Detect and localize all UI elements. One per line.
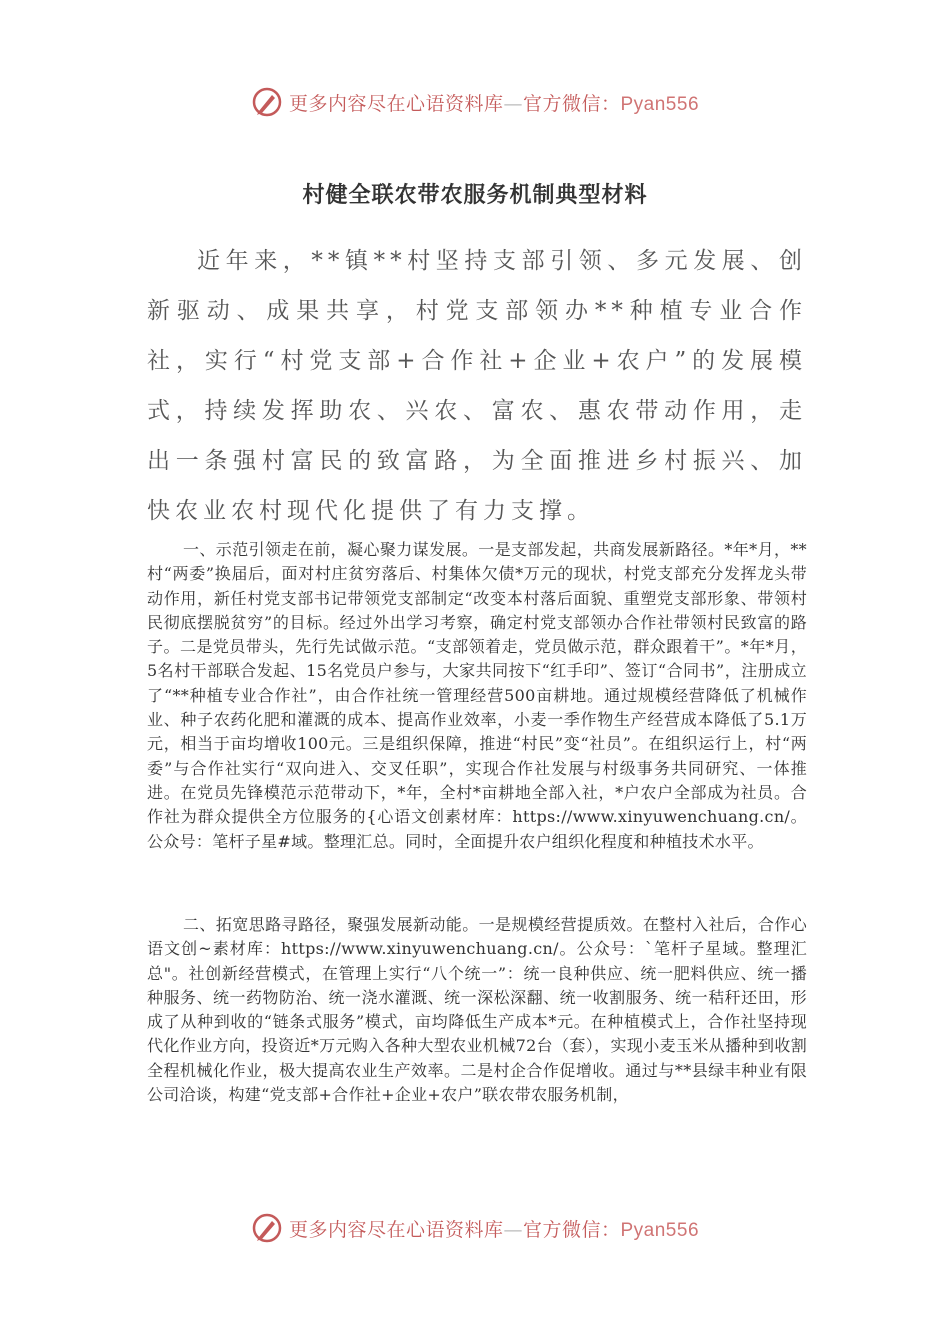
pen-logo-icon bbox=[251, 1212, 283, 1244]
banner-separator: — bbox=[503, 92, 523, 115]
pen-logo-icon bbox=[251, 86, 283, 118]
body-paragraph-2: 二、拓宽思路寻路径，聚强发展新动能。一是规模经营提质效。在整村入社后，合作心语文创~素材库：https://www.xinyuwenchuang.cn/。公众号：`笔杆子星域。整理汇总"。社创新经营模式，在管理上实行“八个统一”：统一良种供应、统一肥料供应、统一播种服务、统一药物防治、统一浇水灌溉、统一深松深翻、统一收割服务、统一秸秆还田，形成了从种到收的“链条式服务”模式，亩均降低生产成本*元。在种植模式上，合作社坚持现代化作业方向，投资近*万元购入各种大型农业机械72台（套），实现小麦玉米从播种到收割全程机械化作业，极大提高农业生产效率。二是村企合作促增收。通过与**县绿丰种业有限公司洽谈，构建“党支部+合作社+企业+农户”联农带农服务机制， bbox=[147, 915, 807, 1105]
banner-main-text: 更多内容尽在心语资料库 bbox=[288, 1218, 504, 1241]
lead-paragraph: 近年来，**镇**村坚持支部引领、多元发展、创新驱动、成果共享，村党支部领办**种植专业合作社，实行“村党支部+合作社+企业+农户”的发展模式，持续发挥助农、兴农、富农、惠农带动作用，走出一条强村富民的致富路，为全面推进乡村振兴、加快农业农村现代化提供了有力支撑。 bbox=[147, 248, 807, 524]
header-watermark-banner bbox=[0, 82, 950, 122]
banner-wechat-id: Pyan556 bbox=[620, 93, 700, 115]
banner-text bbox=[289, 1215, 699, 1242]
banner-wechat-id: Pyan556 bbox=[620, 1219, 700, 1241]
banner-text bbox=[289, 89, 699, 116]
document-title: 村健全联农带农服务机制典型材料 bbox=[302, 183, 648, 208]
banner-separator: — bbox=[503, 1218, 523, 1241]
banner-wechat-label: 官方微信： bbox=[522, 92, 621, 115]
footer-watermark-banner bbox=[0, 1208, 950, 1248]
banner-main-text: 更多内容尽在心语资料库 bbox=[288, 92, 504, 115]
body-paragraph-1: 一、示范引领走在前，凝心聚力谋发展。一是支部发起，共商发展新路径。*年*月，**村“两委”换届后，面对村庄贫穷落后、村集体欠债*万元的现状，村党支部充分发挥龙头带动作用，新任村党支部书记带领党支部制定“改变本村落后面貌、重塑党支部形象、带领村民彻底摆脱贫穷”的目标。经过外出学习考察，确定村党支部领办合作社带领村民致富的路子。二是党员带头，先行先试做示范。“支部领着走，党员做示范，群众跟着干”。*年*月，5名村干部联合发起、15名党员户参与，大家共同按下“红手印”、签订“合同书”，注册成立了“**种植专业合作社”，由合作社统一管理经营500亩耕地。通过规模经营降低了机械作业、种子农药化肥和灌溉的成本、提高作业效率，小麦一季作物生产经营成本降低了5.1万元，相当于亩均增收100元。三是组织保障，推进“村民”变“社员”。在组织运行上，村“两委”与合作社实行“双向进入、交叉任职”，实现合作社发展与村级事务共同研究、一体推进。在党员先锋模范示范带动下，*年，全村*亩耕地全部入社，*户农户全部成为社员。合作社为群众提供全方位服务的{心语文创素材库：https://www.xinyuwenchuang.cn/。公众号：笔杆子星#域。整理汇总。同时，全面提升农户组织化程度和种植技术水平。 bbox=[147, 540, 807, 851]
banner-wechat-label: 官方微信： bbox=[522, 1218, 621, 1241]
